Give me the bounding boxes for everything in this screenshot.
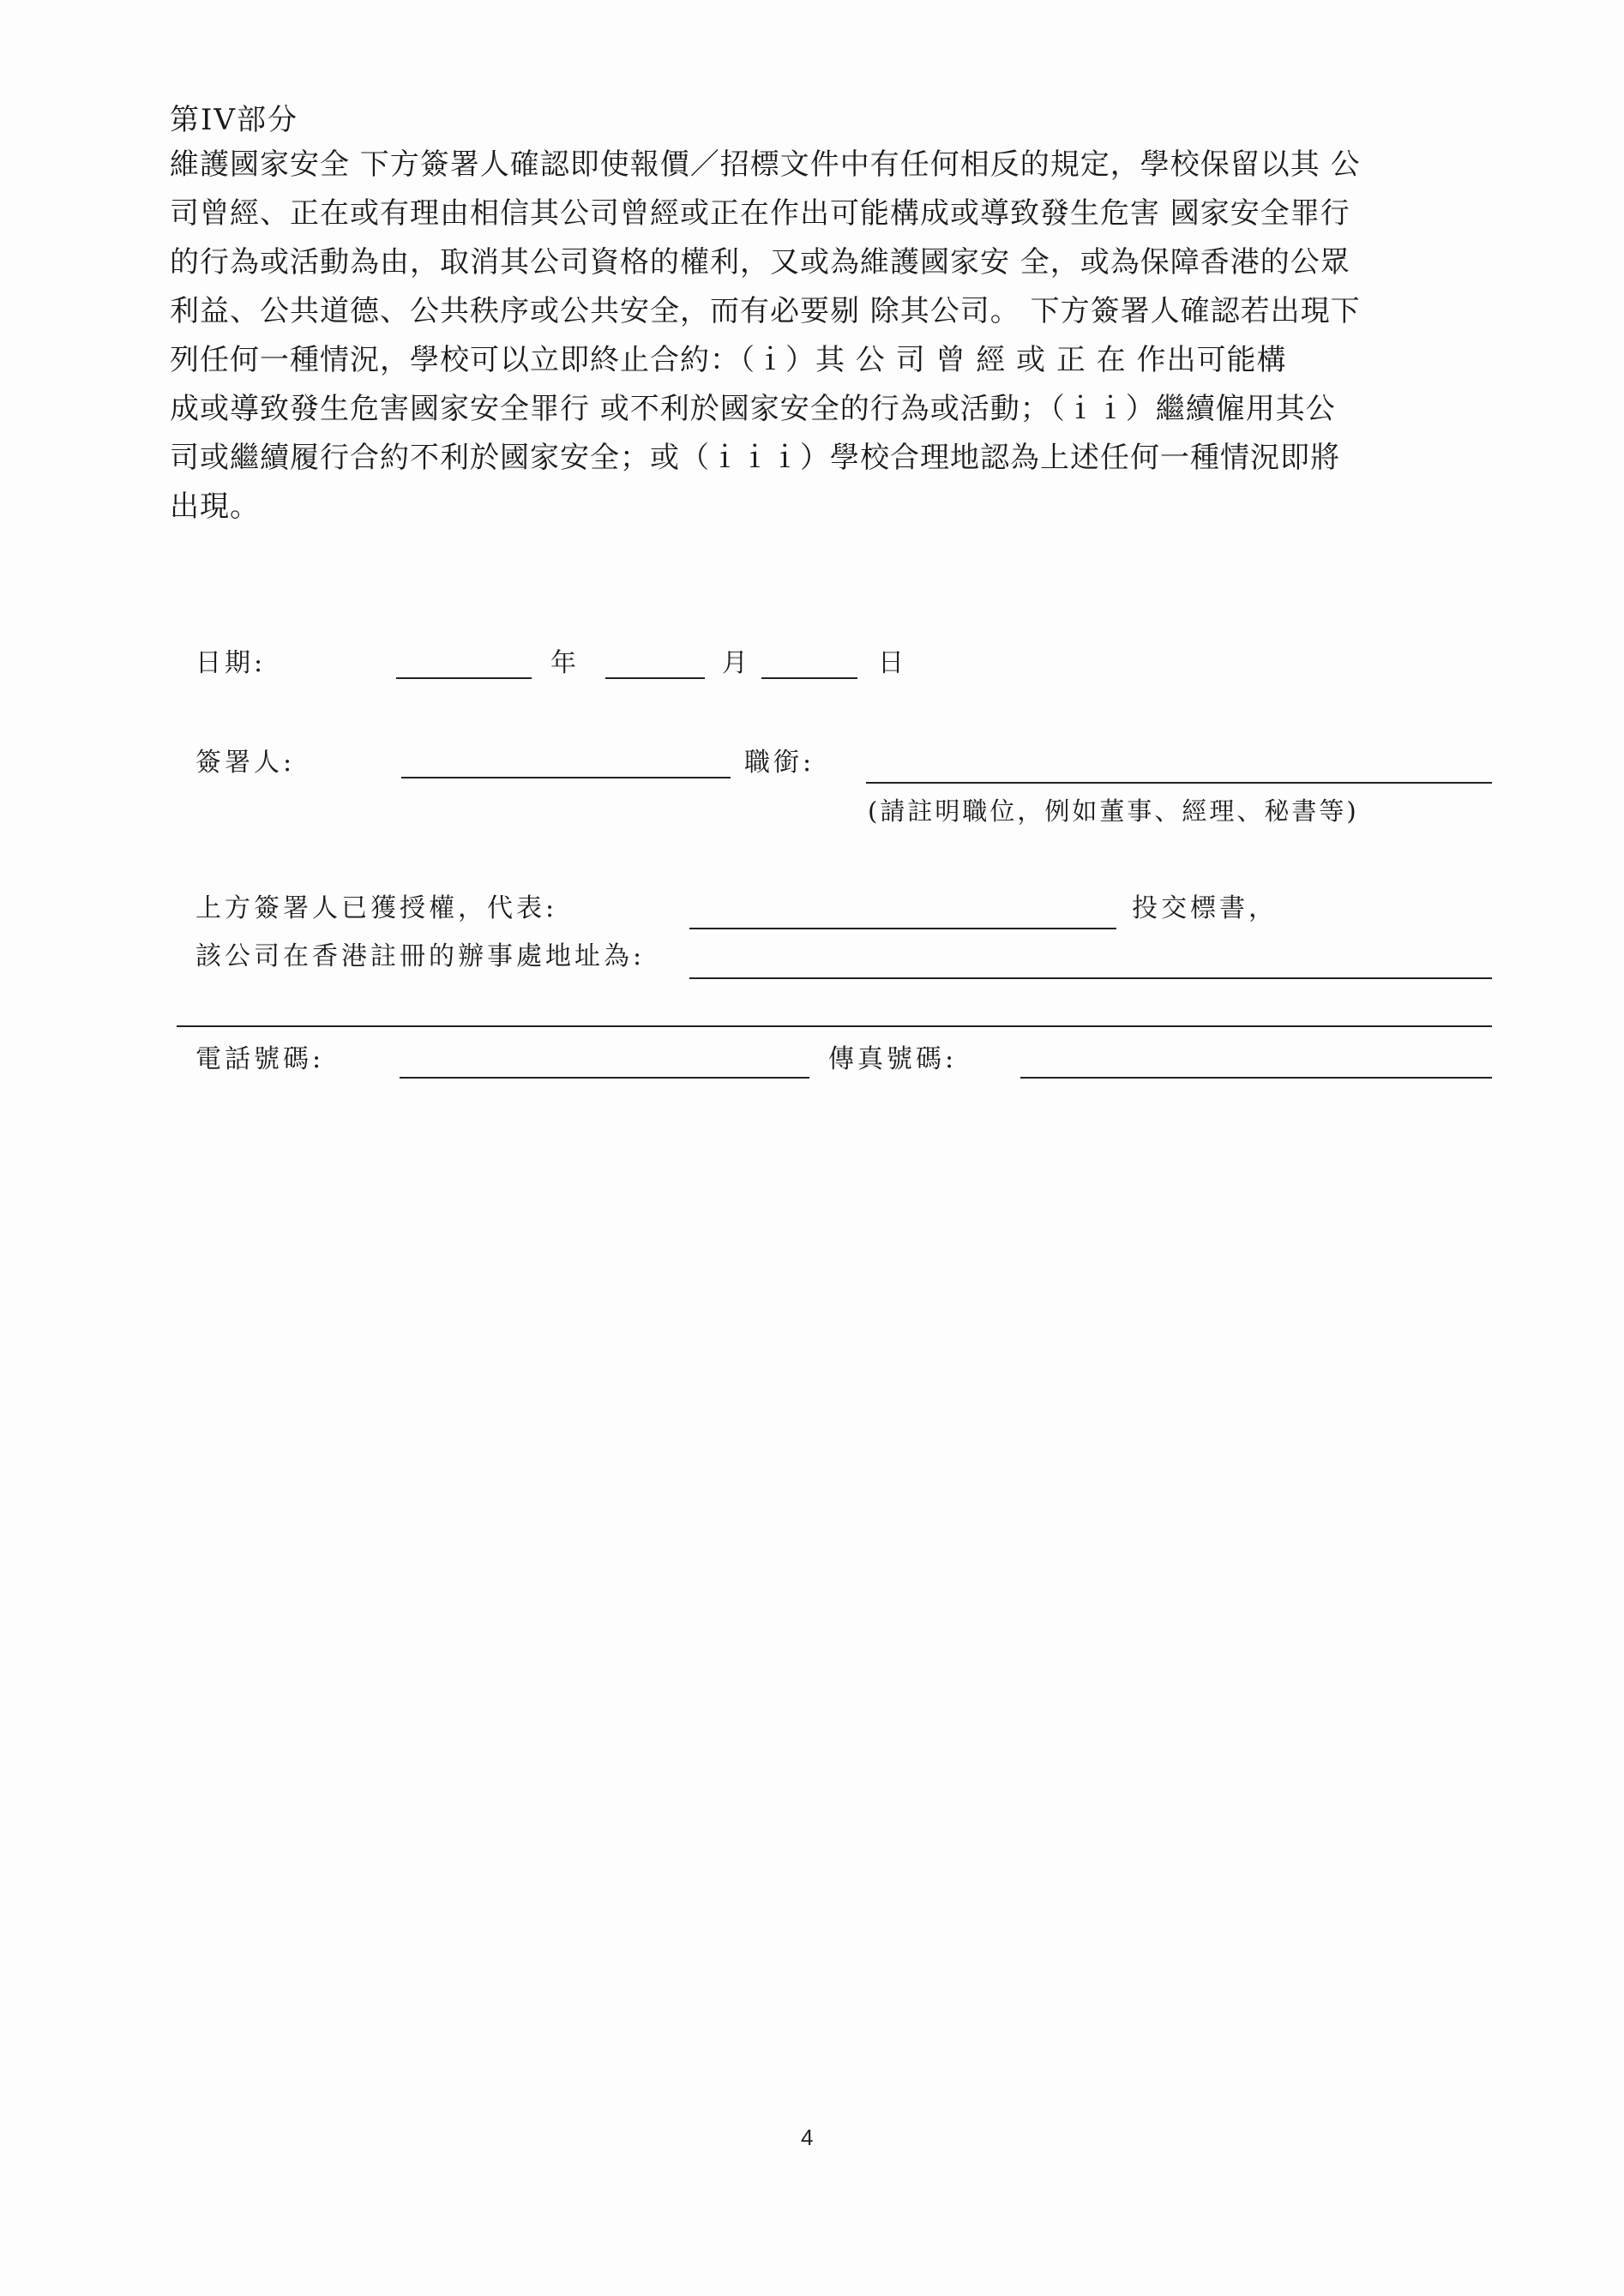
paragraph-line: 司或繼續履行合約不利於國家安全；或（ｉｉｉ）學校合理地認為上述任何一種情況即將 — [170, 441, 1340, 475]
day-label: 日 — [878, 648, 907, 678]
address-field-line-1[interactable] — [689, 977, 1492, 979]
page-number: 4 — [801, 2125, 814, 2150]
day-field-line[interactable] — [761, 677, 857, 679]
job-title-note: (請註明職位，例如董事、經理、秘書等) — [868, 796, 1359, 826]
address-label: 該公司在香港註冊的辦事處地址為: — [195, 941, 646, 971]
paragraph-line: 維護國家安全 下方簽署人確認即使報價／招標文件中有任何相反的規定，學校保留以其 公 — [170, 147, 1361, 182]
authorized-label: 上方簽署人已獲授權，代表: — [195, 893, 558, 923]
date-label: 日期: — [195, 648, 267, 678]
fax-label: 傳真號碼: — [828, 1044, 958, 1074]
fax-field-line[interactable] — [1020, 1077, 1492, 1079]
section-title: 第IV部分 — [170, 103, 298, 137]
paragraph-line: 列任何一種情況，學校可以立即終止合約：（ｉ）其 公 司 曾 經 或 正 在 作出可能構 — [170, 343, 1287, 377]
declaration-paragraph — [170, 141, 1473, 532]
signatory-field-line[interactable] — [401, 777, 731, 778]
paragraph-line: 利益、公共道德、公共秩序或公共安全，而有必要剔 除其公司。 下方簽署人確認若出現下 — [170, 294, 1361, 328]
phone-label: 電話號碼: — [195, 1044, 325, 1074]
year-label: 年 — [550, 648, 580, 678]
paragraph-line: 出現。 — [170, 490, 260, 524]
year-field-line[interactable] — [396, 677, 532, 679]
month-field-line[interactable] — [605, 677, 705, 679]
paragraph-line: 成或導致發生危害國家安全罪行 或不利於國家安全的行為或活動；（ｉｉ）繼續僱用其公 — [170, 392, 1336, 426]
job-title-label: 職銜: — [744, 748, 815, 778]
paragraph-line: 的行為或活動為由，取消其公司資格的權利，又或為維護國家安 全，或為保障香港的公眾 — [170, 245, 1350, 279]
submit-tender-label: 投交標書， — [1132, 893, 1278, 923]
address-field-line-2[interactable] — [177, 1025, 1492, 1027]
job-title-field-line[interactable] — [866, 782, 1492, 784]
paragraph-line: 司曾經、正在或有理由相信其公司曾經或正在作出可能構成或導致發生危害 國家安全罪行 — [170, 196, 1350, 231]
phone-field-line[interactable] — [400, 1077, 809, 1079]
month-label: 月 — [722, 648, 751, 678]
signatory-label: 簽署人: — [195, 748, 296, 778]
company-name-field-line[interactable] — [689, 928, 1116, 929]
